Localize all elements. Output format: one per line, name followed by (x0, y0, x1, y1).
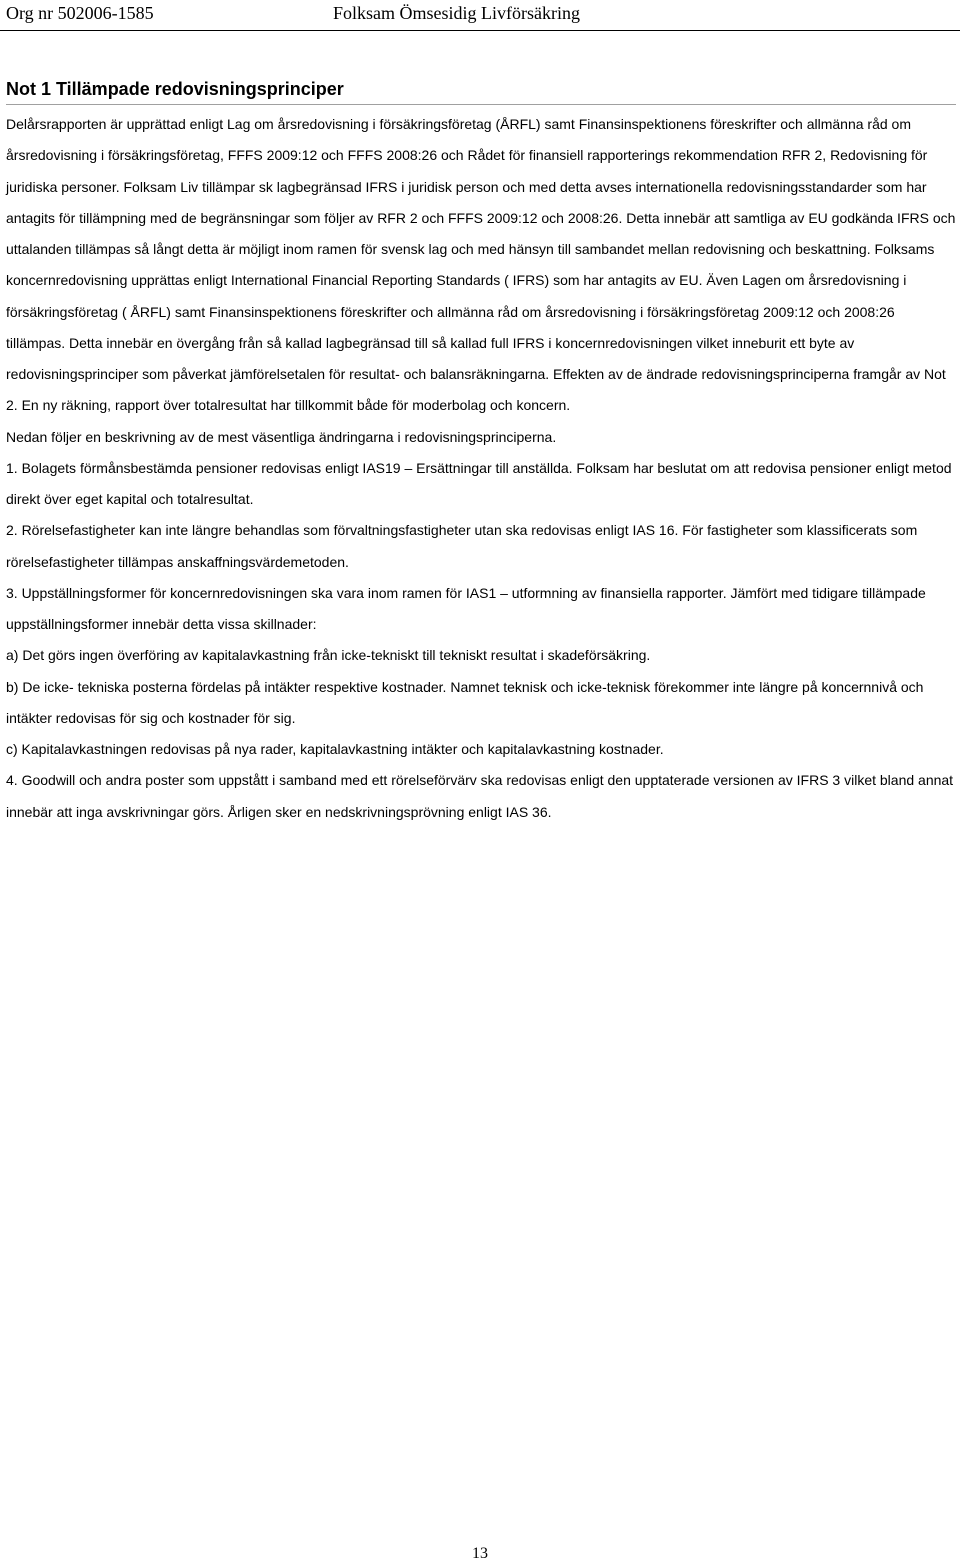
change-item-3b: b) De icke- tekniska posterna fördelas på intäkter respektive kostnader. Namnet teknisk och icke-teknisk förekommer inte längre på koncernnivå och intäkter redovisas för sig och kostnader för sig. (6, 678, 924, 726)
note-title: Not 1 Tillämpade redovisningsprinciper (6, 78, 956, 105)
page-header (6, 2, 954, 26)
note-body (6, 109, 956, 828)
change-item-1: 1. Bolagets förmånsbestämda pensioner redovisas enligt IAS19 – Ersättningar till anställda. Folksam har beslutat om att redovisa pensioner enligt metod direkt över eget kapital och totalresultat. (6, 459, 952, 507)
company-name: Folksam Ömsesidig Livförsäkring (333, 3, 580, 23)
change-item-3a: a) Det görs ingen överföring av kapitalavkastning från icke-tekniskt till tekniskt resultat i skadeförsäkring. (6, 647, 651, 664)
change-item-2: 2. Rörelsefastigheter kan inte längre behandlas som förvaltningsfastigheter utan ska redovisas enligt IAS 16. För fastigheter som klassificerats som rörelsefastigheter tillämpas anskaffningsvärdemetoden. (6, 522, 918, 570)
header-divider (0, 30, 960, 31)
note-section (6, 78, 956, 828)
change-item-4: 4. Goodwill och andra poster som uppstått i samband med ett rörelseförvärv ska redovisas enligt den upptaterade versionen av IFRS 3 vilket bland annat innebär att inga avskrivningar görs. Årligen sker en nedskrivningsprövning enligt IAS 36. (6, 772, 954, 820)
page-number: 13 (472, 1545, 488, 1562)
org-number: Org nr 502006-1585 (6, 3, 154, 23)
changes-intro: Nedan följer en beskrivning av de mest väsentliga ändringarna i redovisningsprinciperna. (6, 428, 557, 445)
intro-paragraph: Delårsrapporten är upprättad enligt Lag om årsredovisning i försäkringsföretag (ÅRFL) samt Finansinspektionens föreskrifter och allmänna råd om årsredovisning i försäkringsföretag, FFFS 2009:12 och FFFS 2008:26 och Rådet för finansiell rapporterings rekommendation RFR 2, Redovisning för juridiska personer. Folksam Liv tillämpar sk lagbegränsad IFRS i juridisk person och med detta avses internationella redovisningsstandarder som har antagits för tillämpning med de begränsningar som följer av RFR 2 och FFFS 2009:12 och 2008:26. Detta innebär att samtliga av EU godkända IFRS och uttalanden tillämpas så långt detta är möjligt inom ramen för svensk lag och med hänsyn till sambandet mellan redovisning och beskattning. Folksams koncernredovisning upprättas enligt International Financial Reporting Standards ( IFRS) som har antagits av EU. Även Lagen om årsredovisning i försäkringsföretag ( ÅRFL) samt Finansinspektionens föreskrifter och allmänna råd om årsredovisning i försäkringsföretag 2009:12 och 2008:26 tillämpas. Detta innebär en övergång från så kallad lagbegränsad till så kallad full IFRS i koncernredovisningen vilket inneburit ett byte av redovisningsprinciper som påverkat jämförelsetalen för resultat- och balansräkningarna. Effekten av de ändrade redovisningsprinciperna framgår av Not 2. En ny räkning, rapport över totalresultat har tillkommit både för moderbolag och koncern. (6, 116, 956, 414)
change-item-3: 3. Uppställningsformer för koncernredovisningen ska vara inom ramen för IAS1 – utformning av finansiella rapporter. Jämfört med tidigare tillämpade uppställningsformer innebär detta vissa skillnader: (6, 584, 926, 632)
change-item-3c: c) Kapitalavkastningen redovisas på nya rader, kapitalavkastning intäkter och kapitalavkastning kostnader. (6, 741, 664, 757)
